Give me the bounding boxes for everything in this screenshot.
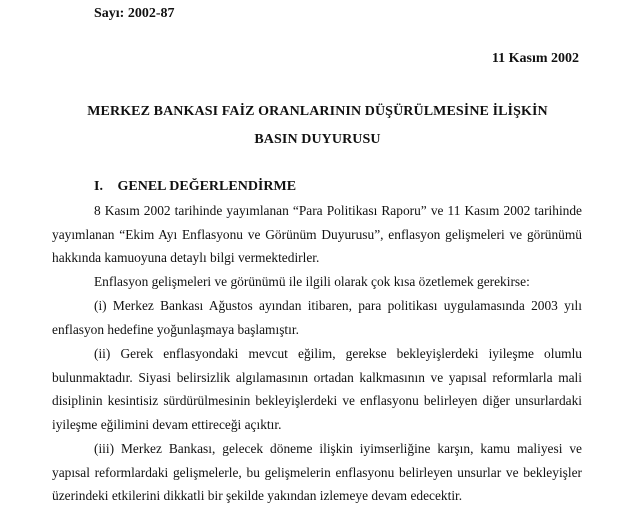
paragraph-item-ii: [52, 342, 582, 436]
document-date: 11 Kasım 2002: [491, 51, 579, 66]
section-title: GENEL DEĞERLENDİRME: [117, 179, 297, 194]
paragraph-text: Enflasyon gelişmeleri ve görünümü ile ilgili olarak çok kısa özetlemek gerekirse:: [94, 274, 530, 289]
section-heading: [94, 179, 296, 195]
paragraph-text: (ii) Gerek enflasyondaki mevcut eğilim, gerekse bekleyişlerdeki iyileşme olumlu bulunmaktadır. Siyasi belirsizlik algılamasının ortadan kalkmasının ve yapısal reformlarla mali disiplinin kesintisiz sürdürülmesinin bekleyişlerdeki ve enflasyonu belirleyen diğer unsurlardaki iyileşme eğilimini devam ettireceği açıktır.: [52, 346, 582, 432]
reference-number: Sayı: 2002-87: [94, 6, 175, 21]
paragraph-summary-lead: [52, 270, 582, 294]
paragraph-item-i: [52, 294, 582, 341]
paragraph-text: (i) Merkez Bankası Ağustos ayından itibaren, para politikası uygulamasında 2003 yılı enflasyon hedefine yoğunlaşmaya başlamıştır.: [52, 298, 582, 337]
paragraph-intro: [52, 199, 582, 270]
paragraph-item-iii: [52, 437, 582, 508]
paragraph-text: 8 Kasım 2002 tarihinde yayımlanan “Para Politikası Raporu” ve 11 Kasım 2002 tarihinde yayımlanan “Ekim Ayı Enflasyonu ve Görünüm Duyurusu”, enflasyon gelişmeleri ve görünümü hakkında kamuoyuna detaylı bilgi vermektedirler.: [52, 203, 582, 265]
document-subtitle: BASIN DUYURUSU: [254, 132, 381, 147]
document-title: MERKEZ BANKASI FAİZ ORANLARININ DÜŞÜRÜLMESİNE İLİŞKİN: [87, 104, 548, 119]
section-number: I.: [94, 179, 103, 194]
paragraph-text: (iii) Merkez Bankası, gelecek döneme ilişkin iyimserliğine karşın, kamu maliyesi ve yapısal reformlardaki gelişmelerle, bu gelişmelerin enflasyonu belirleyen unsurlar ve bekleyişler üzerindeki etkilerini dikkatli bir şekilde yakından izlemeye devam edecektir.: [52, 441, 582, 503]
